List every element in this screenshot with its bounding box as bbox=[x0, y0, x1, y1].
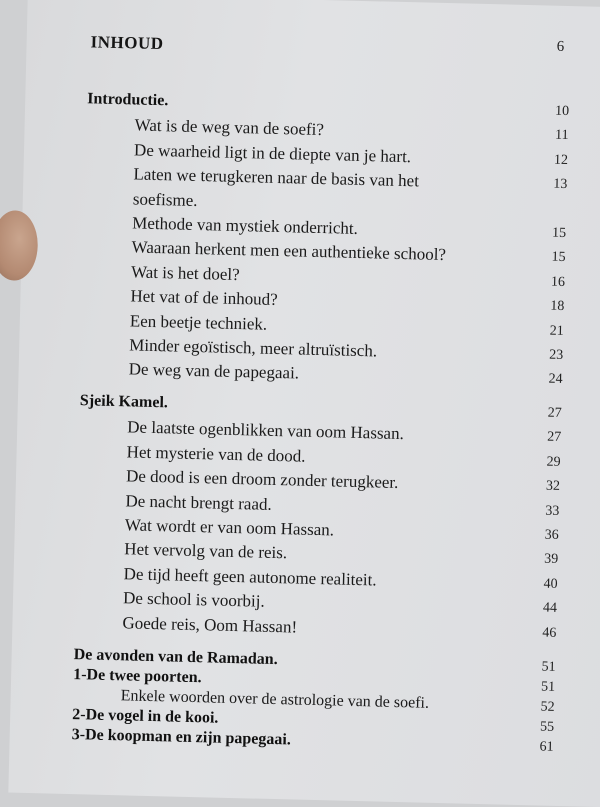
toc-section-introductie bbox=[80, 90, 587, 395]
toc-entry-label: De dood is een droom zonder terugkeer. bbox=[125, 466, 399, 493]
toc-page-number: 15 bbox=[551, 250, 566, 266]
toc-page-number: 36 bbox=[544, 527, 559, 543]
toc-page-number: 27 bbox=[547, 405, 562, 421]
toc-page-number: 21 bbox=[549, 323, 564, 339]
toc-entry-label: Minder egoïstisch, meer altruïstisch. bbox=[129, 335, 378, 361]
toc-page-number: 46 bbox=[542, 625, 557, 641]
toc-heading-label: Introductie. bbox=[87, 90, 169, 110]
toc-entry-label: De waarheid ligt in de diepte van je hart. bbox=[133, 140, 412, 166]
toc-page-number: 32 bbox=[545, 478, 561, 495]
toc-page-number: 10 bbox=[554, 103, 570, 120]
toc-entry-label: Laten we terugkeren naar de basis van het bbox=[133, 164, 420, 191]
toc-entry-label: Methode van mystiek onderricht. bbox=[132, 213, 359, 238]
toc-entry-label: De weg van de papegaai. bbox=[128, 359, 300, 383]
toc-section-sjeik-kamel bbox=[74, 392, 580, 648]
toc-entry-label: De laatste ogenblikken van oom Hassan. bbox=[127, 417, 405, 444]
toc-page-number: 40 bbox=[543, 576, 558, 592]
toc-entry-label: Het mysterie van de dood. bbox=[126, 442, 306, 466]
toc-entry-label: 2-De vogel in de kooi. bbox=[72, 706, 219, 727]
toc-entry-label: De school is voorbij. bbox=[122, 588, 265, 611]
toc-entry-label: 1-De twee poorten. bbox=[73, 666, 202, 687]
toc-page-number: 16 bbox=[550, 274, 566, 290]
toc-page-number: 61 bbox=[539, 739, 554, 755]
toc-entry-label: Wat wordt er van oom Hassan. bbox=[124, 515, 335, 540]
toc-entry-label: Het vat of de inhoud? bbox=[130, 286, 278, 310]
toc-page-number: 44 bbox=[542, 600, 558, 617]
book-page bbox=[8, 0, 600, 807]
toc-page-number: 18 bbox=[550, 298, 565, 315]
toc-entry-label: Het vervolg van de reis. bbox=[124, 539, 288, 563]
toc-entry-label: 3-De koopman en zijn papegaai. bbox=[71, 726, 292, 749]
toc-page-number: 51 bbox=[541, 659, 556, 675]
toc-heading-label: De avonden van de Ramadan. bbox=[73, 646, 278, 669]
toc-page-number: 51 bbox=[540, 679, 556, 695]
toc-entry-label: Wat is het doel? bbox=[130, 262, 240, 284]
toc-page-number: 11 bbox=[554, 128, 569, 144]
toc-page-number: 33 bbox=[545, 503, 560, 519]
toc-entry-label: De tijd heeft geen autonome realiteit. bbox=[123, 564, 377, 590]
toc-page-number: 12 bbox=[553, 152, 569, 168]
page-number: 6 bbox=[556, 38, 565, 55]
toc-entry-label: soefisme. bbox=[132, 188, 198, 210]
toc-page-number: 15 bbox=[551, 225, 567, 241]
toc-entry-label: Wat is de weg van de soefi? bbox=[134, 115, 325, 140]
toc-page-number: 13 bbox=[553, 176, 568, 193]
toc-entry-label: Waaraan herkent men een authentieke school? bbox=[131, 237, 447, 265]
toc-entry-label: Een beetje techniek. bbox=[129, 310, 268, 334]
toc-page-number: 24 bbox=[548, 371, 563, 388]
toc-page-number: 52 bbox=[540, 699, 555, 715]
toc-page-number: 39 bbox=[543, 551, 559, 568]
toc-page-number: 27 bbox=[546, 430, 562, 446]
thumb bbox=[0, 210, 39, 281]
toc-heading-label: Sjeik Kamel. bbox=[79, 392, 169, 412]
toc-entry-label: Enkele woorden over de astrologie van de soefi. bbox=[120, 687, 430, 712]
page-title: INHOUD bbox=[90, 32, 164, 54]
toc-page-number: 23 bbox=[548, 347, 564, 363]
toc-section-ramadan bbox=[71, 646, 573, 758]
toc-page-number: 29 bbox=[546, 454, 561, 470]
toc-entry-label: Goede reis, Oom Hassan! bbox=[122, 612, 298, 637]
toc-page-number: 55 bbox=[539, 719, 555, 735]
toc-entry-label: De nacht brengt raad. bbox=[125, 490, 273, 514]
